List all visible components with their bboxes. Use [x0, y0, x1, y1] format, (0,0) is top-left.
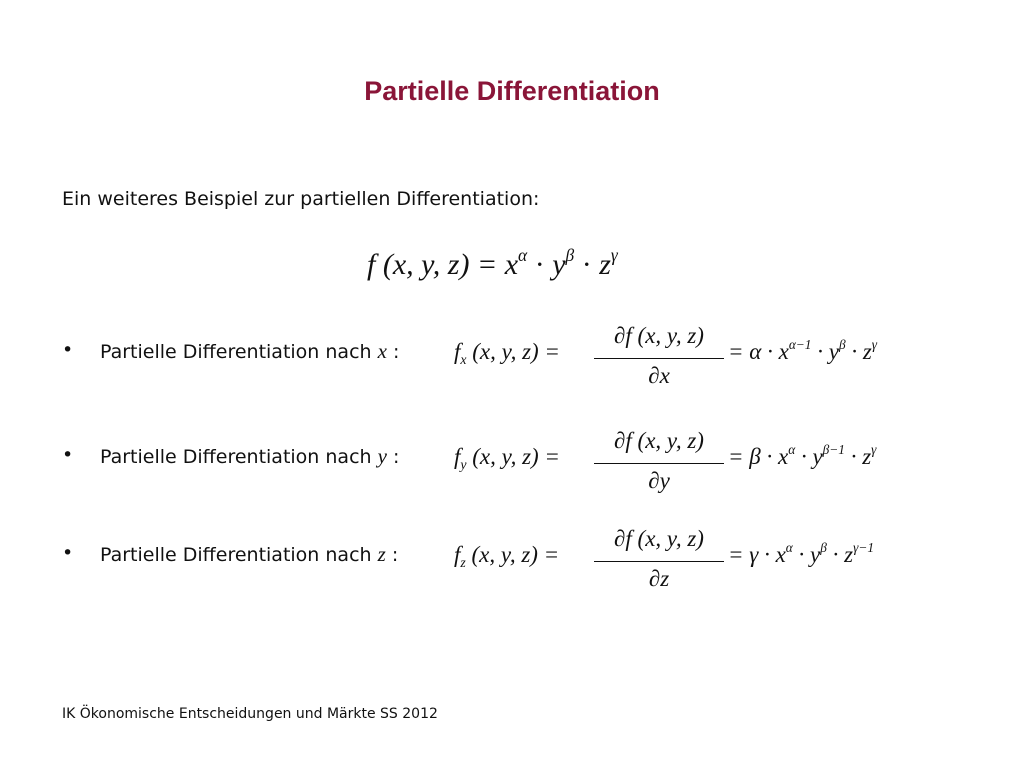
fraction-numerator: ∂f (x, y, z) — [614, 323, 704, 348]
rhs-exponent-1: α−1 — [788, 337, 812, 352]
bullet-marker: • — [62, 444, 74, 466]
main-equation-y-exponent: β — [565, 244, 575, 265]
main-equation-x-exponent: α — [518, 244, 528, 265]
formula-args: (x, y, z) = — [466, 339, 560, 364]
bullet-colon: : — [386, 446, 400, 468]
fraction-bar — [594, 463, 724, 464]
fraction-bar — [594, 358, 724, 359]
fraction-denominator: ∂y — [648, 468, 670, 493]
main-equation — [367, 244, 618, 282]
formula-f: f — [454, 444, 461, 469]
rhs-exponent-2: β−1 — [822, 442, 845, 457]
rhs-prefix: = β · x — [728, 444, 789, 469]
formula-rhs — [728, 339, 877, 365]
bullet-partial-y — [62, 428, 962, 508]
bullet-colon: : — [385, 544, 399, 566]
formula-subscript: y — [460, 456, 467, 472]
rhs-exponent-3: γ — [871, 337, 878, 352]
formula-rhs — [728, 444, 876, 470]
formula-lhs — [454, 444, 560, 470]
rhs-middle: · y — [795, 444, 823, 469]
rhs-end: · z — [845, 339, 872, 364]
fraction-numerator: ∂f (x, y, z) — [614, 526, 704, 551]
fraction-numerator: ∂f (x, y, z) — [614, 428, 704, 453]
formula-lhs — [454, 339, 560, 365]
rhs-exponent-2: β — [820, 540, 827, 555]
rhs-prefix: = α · x — [728, 339, 789, 364]
formula-f: f — [454, 339, 461, 364]
bullet-label-text: Partielle Differentiation nach — [100, 544, 378, 566]
formula-args: (x, y, z) = — [465, 542, 560, 567]
rhs-exponent-2: β — [838, 337, 846, 352]
formula-fraction — [594, 428, 724, 508]
main-equation-x: x — [504, 248, 519, 281]
bullet-marker: • — [62, 542, 74, 564]
rhs-exponent-1: α — [785, 540, 793, 555]
bullet-variable: y — [377, 444, 387, 468]
formula-fraction — [594, 526, 724, 606]
main-equation-dot-1: · — [527, 248, 553, 281]
rhs-end: · z — [844, 444, 872, 469]
fraction-denominator: ∂z — [648, 566, 670, 591]
formula-subscript: x — [460, 351, 467, 367]
main-equation-z: z — [599, 248, 611, 281]
bullet-colon: : — [386, 341, 400, 363]
bullet-label — [100, 444, 399, 469]
rhs-exponent-1: α — [788, 442, 796, 457]
bullet-partial-x — [62, 323, 962, 403]
slide-title: Partielle Differentiation — [364, 76, 660, 106]
formula-rhs — [728, 542, 874, 568]
formula-args: (x, y, z) = — [466, 444, 560, 469]
formula-subscript: z — [460, 554, 466, 570]
bullet-marker: • — [62, 339, 74, 361]
rhs-exponent-3: γ — [871, 442, 877, 457]
rhs-middle: · y — [811, 339, 839, 364]
bullet-label-text: Partielle Differentiation nach — [100, 446, 378, 468]
fraction-denominator: ∂x — [648, 363, 670, 388]
formula-fraction — [594, 323, 724, 403]
bullet-variable: z — [377, 542, 386, 566]
rhs-exponent-3: γ−1 — [853, 540, 875, 555]
bullet-label — [100, 542, 398, 567]
main-equation-lhs: f (x, y, z) = — [367, 248, 505, 281]
bullet-label-text: Partielle Differentiation nach — [100, 341, 378, 363]
bullet-label — [100, 339, 399, 364]
main-equation-dot-2: · — [574, 248, 600, 281]
rhs-end: · z — [826, 542, 854, 567]
main-equation-y: y — [552, 248, 566, 281]
rhs-prefix: = γ · x — [728, 542, 786, 567]
bullet-variable: x — [377, 339, 387, 363]
intro-text: Ein weiteres Beispiel zur partiellen Differentiation: — [62, 188, 540, 210]
formula-f: f — [454, 542, 461, 567]
fraction-bar — [594, 561, 724, 562]
formula-lhs — [454, 542, 559, 568]
bullet-partial-z — [62, 526, 962, 606]
main-equation-z-exponent: γ — [610, 244, 618, 265]
rhs-middle: · y — [792, 542, 821, 567]
slide-footer: IK Ökonomische Entscheidungen und Märkte SS 2012 — [62, 706, 438, 722]
